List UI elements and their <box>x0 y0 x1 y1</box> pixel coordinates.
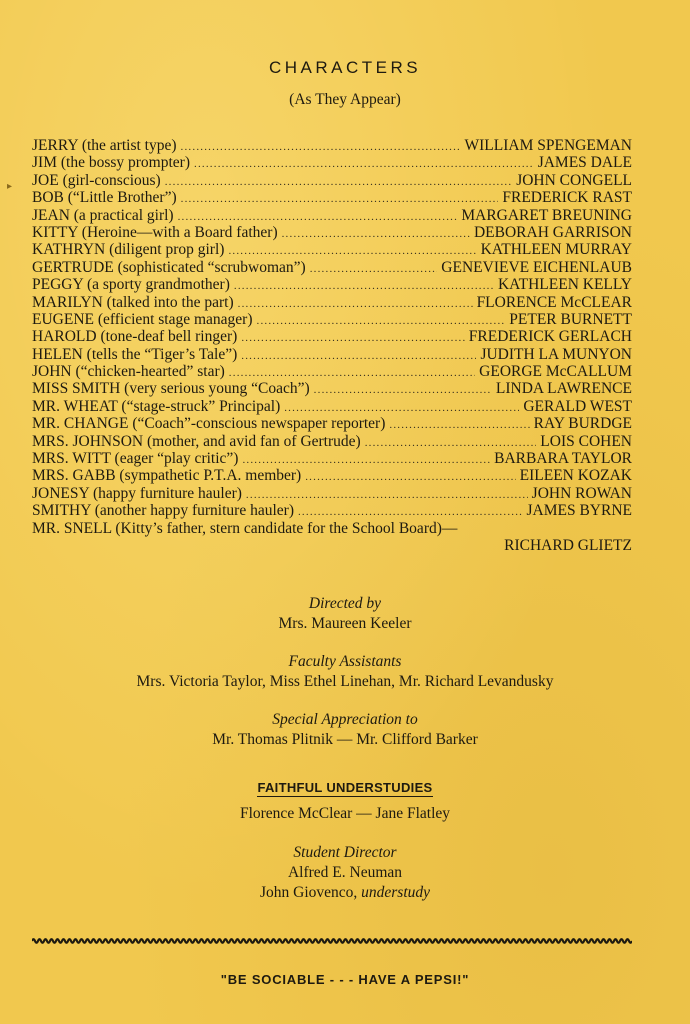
cast-row-continued <box>32 537 632 554</box>
cast-role: GERTRUDE (sophisticated “scrubwoman”) <box>32 258 306 276</box>
cast-row <box>32 154 632 171</box>
page-subtitle: (As They Appear) <box>289 91 401 108</box>
cast-actor: RICHARD GLIETZ <box>504 536 632 554</box>
pepsi-slogan: "BE SOCIABLE - - - HAVE A PEPSI!" <box>220 972 470 987</box>
understudy-role: understudy <box>361 884 431 901</box>
cast-actor: DEBORAH GARRISON <box>473 223 632 241</box>
margin-mark: ▸ <box>7 181 13 192</box>
cast-role: JEAN (a practical girl) <box>32 206 174 224</box>
director-name: Mrs. Maureen Keeler <box>278 615 412 632</box>
cast-row <box>32 259 632 276</box>
cast-role: MISS SMITH (very serious young “Coach”) <box>32 380 310 398</box>
appreciation-block <box>0 710 690 750</box>
understudies-heading: FAITHFUL UNDERSTUDIES <box>257 780 433 795</box>
cast-row <box>32 189 632 206</box>
cast-role: JOHN (“chicken-hearted” star) <box>32 363 225 381</box>
page-title: CHARACTERS <box>268 58 422 77</box>
cast-row <box>32 207 632 224</box>
cast-row <box>32 415 632 432</box>
cast-row <box>32 520 632 537</box>
understudy-name: John Giovenco, <box>259 884 358 901</box>
cast-row <box>32 172 632 189</box>
cast-row <box>32 450 632 467</box>
decorative-wavy-rule <box>32 936 632 946</box>
dot-leader <box>181 139 461 156</box>
cast-actor: GERALD WEST <box>523 397 632 415</box>
cast-row <box>32 363 632 380</box>
student-director-understudy <box>0 883 690 903</box>
cast-actor: LOIS COHEN <box>540 432 632 450</box>
faculty-names: Mrs. Victoria Taylor, Miss Ethel Linehan, Mr. Richard Levandusky <box>136 673 554 690</box>
cast-role: KITTY (Heroine—with a Board father) <box>32 223 278 241</box>
dot-leader <box>314 382 492 399</box>
cast-row <box>32 311 632 328</box>
student-director-name: Alfred E. Neuman <box>287 864 403 881</box>
cast-role: MR. CHANGE (“Coach”-conscious newspaper reporter) <box>32 415 386 433</box>
cast-actor: MARGARET BREUNING <box>461 206 632 224</box>
cast-row <box>32 502 632 519</box>
cast-role: MARILYN (talked into the part) <box>32 293 234 311</box>
cast-actor: RAY BURDGE <box>533 415 632 433</box>
dot-leader <box>241 330 464 347</box>
dot-leader <box>389 417 529 434</box>
dot-leader <box>165 174 512 191</box>
cast-role: HAROLD (tone-deaf bell ringer) <box>32 328 238 346</box>
cast-row <box>32 241 632 258</box>
cast-actor: JOHN ROWAN <box>531 484 632 502</box>
cast-row <box>32 294 632 311</box>
directed-by-block <box>0 594 690 634</box>
cast-role: JERRY (the artist type) <box>32 137 177 154</box>
cast-role: SMITHY (another happy furniture hauler) <box>32 502 294 520</box>
cast-role: JIM (the bossy prompter) <box>32 154 190 172</box>
cast-role: MR. WHEAT (“stage-struck” Principal) <box>32 397 281 415</box>
cast-actor: JAMES BYRNE <box>526 502 632 520</box>
understudies-names: Florence McClear — Jane Flatley <box>239 805 451 822</box>
appreciation-names: Mr. Thomas Plitnik — Mr. Clifford Barker <box>212 731 478 748</box>
cast-row <box>32 224 632 241</box>
cast-actor: KATHLEEN KELLY <box>497 276 632 294</box>
cast-role: EUGENE (efficient stage manager) <box>32 310 253 328</box>
cast-row <box>32 137 632 154</box>
cast-role: MR. SNELL (Kitty’s father, stern candidate for the School Board)— <box>32 519 458 537</box>
cast-actor: KATHLEEN MURRAY <box>480 241 632 259</box>
cast-actor: FLORENCE McCLEAR <box>476 293 632 311</box>
cast-actor: WILLIAM SPENGEMAN <box>464 137 632 154</box>
cast-row <box>32 467 632 484</box>
cast-actor: BARBARA TAYLOR <box>494 450 632 468</box>
cast-actor: GENEVIEVE EICHENLAUB <box>441 258 632 276</box>
cast-actor: FREDERICK GERLACH <box>468 328 632 346</box>
cast-role: PEGGY (a sporty grandmother) <box>32 276 230 294</box>
student-director-label: Student Director <box>293 844 397 861</box>
cast-role: MRS. GABB (sympathetic P.T.A. member) <box>32 467 302 485</box>
cast-role: JOE (girl-conscious) <box>32 171 161 189</box>
cast-actor: JAMES DALE <box>537 154 632 172</box>
dot-leader <box>305 469 515 486</box>
understudies-block <box>0 778 690 824</box>
cast-row <box>32 485 632 502</box>
dot-leader <box>181 191 499 208</box>
cast-list <box>32 137 632 554</box>
cast-row <box>32 380 632 397</box>
cast-role: JONESY (happy furniture hauler) <box>32 484 242 502</box>
faculty-block <box>0 652 690 692</box>
dot-leader <box>241 348 476 365</box>
cast-role: MRS. WITT (eager “play critic”) <box>32 450 239 468</box>
dot-leader <box>282 226 470 243</box>
cast-role: MRS. JOHNSON (mother, and avid fan of Gertrude) <box>32 432 361 450</box>
cast-row <box>32 346 632 363</box>
cast-actor: GEORGE McCALLUM <box>479 363 632 381</box>
cast-actor: JUDITH LA MUNYON <box>480 345 632 363</box>
faculty-label: Faculty Assistants <box>288 653 402 670</box>
directed-by-label: Directed by <box>308 595 382 612</box>
cast-role: BOB (“Little Brother”) <box>32 189 177 207</box>
dot-leader <box>194 156 534 173</box>
cast-actor: FREDERICK RAST <box>502 189 632 207</box>
student-director-block <box>0 843 690 903</box>
cast-actor: JOHN CONGELL <box>516 171 632 189</box>
dot-leader <box>310 261 438 278</box>
cast-actor: PETER BURNETT <box>509 310 632 328</box>
cast-role: HELEN (tells the “Tiger’s Tale”) <box>32 345 238 363</box>
cast-actor: LINDA LAWRENCE <box>495 380 632 398</box>
dot-leader <box>238 296 473 313</box>
appreciation-label: Special Appreciation to <box>272 711 418 728</box>
cast-row <box>32 433 632 450</box>
cast-row <box>32 276 632 293</box>
dot-leader <box>234 278 494 295</box>
cast-row <box>32 398 632 415</box>
cast-actor: EILEEN KOZAK <box>519 467 632 485</box>
cast-row <box>32 328 632 345</box>
cast-role: KATHRYN (diligent prop girl) <box>32 241 225 259</box>
